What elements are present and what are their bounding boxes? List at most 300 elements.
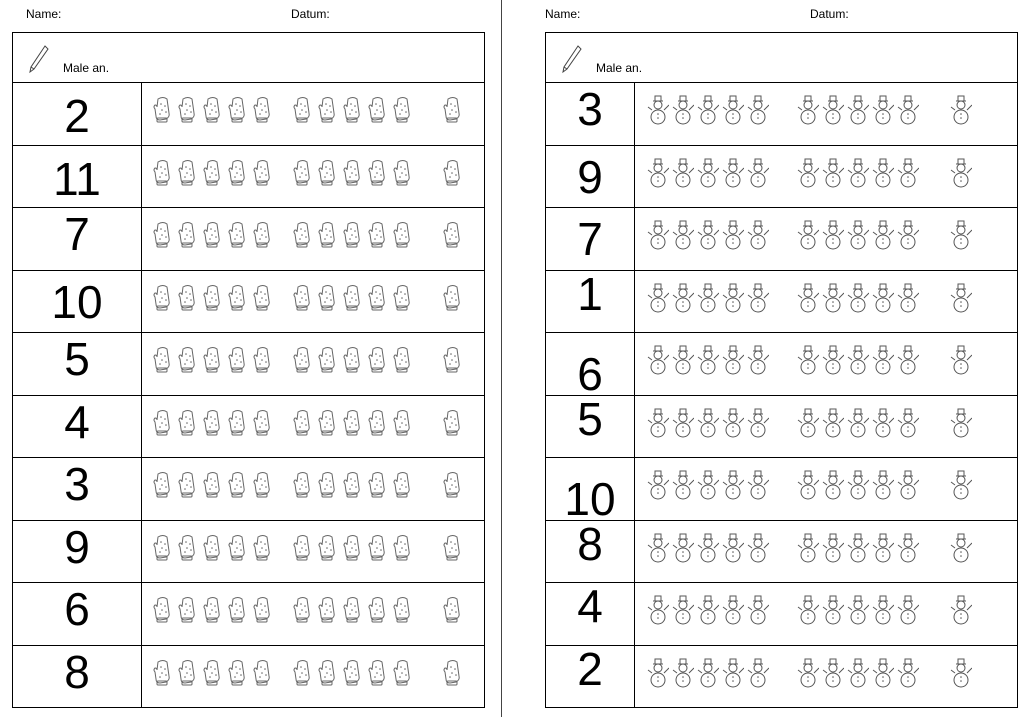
exercise-row: [546, 146, 1017, 209]
icon-cell: [635, 646, 1017, 708]
icon-cell: [142, 271, 484, 333]
snowman-icon[interactable]: [697, 533, 719, 563]
snowman-icon[interactable]: [897, 595, 919, 625]
mitten-icon[interactable]: [342, 408, 364, 438]
snowman-icon[interactable]: [797, 95, 819, 125]
target-number: 10: [51, 275, 103, 328]
icon-cell: [142, 396, 484, 458]
mitten-icon[interactable]: [177, 658, 199, 688]
mitten-icon[interactable]: [317, 595, 339, 625]
mitten-icon[interactable]: [392, 283, 414, 313]
snowman-icon[interactable]: [797, 345, 819, 375]
mitten-icon[interactable]: [227, 283, 249, 313]
instruction-row: [13, 33, 484, 83]
target-number: 4: [64, 395, 90, 448]
number-cell: [13, 583, 142, 645]
snowman-icon[interactable]: [797, 595, 819, 625]
snowman-icon[interactable]: [950, 658, 972, 688]
mitten-icon[interactable]: [442, 408, 464, 438]
mitten-icon[interactable]: [392, 595, 414, 625]
mitten-icon[interactable]: [177, 283, 199, 313]
snowman-icon[interactable]: [747, 470, 769, 500]
snowman-icon[interactable]: [672, 408, 694, 438]
mitten-icon[interactable]: [252, 658, 274, 688]
date-label: Datum:: [810, 7, 849, 21]
mitten-icon[interactable]: [227, 658, 249, 688]
snowman-icon[interactable]: [797, 658, 819, 688]
snowman-icon[interactable]: [897, 95, 919, 125]
snowman-icon[interactable]: [647, 345, 669, 375]
snowman-icon[interactable]: [950, 283, 972, 313]
number-cell: [13, 83, 142, 145]
snowman-icon[interactable]: [897, 470, 919, 500]
mitten-icon[interactable]: [227, 95, 249, 125]
snowman-icon[interactable]: [697, 658, 719, 688]
mitten-icon[interactable]: [202, 220, 224, 250]
mitten-icon[interactable]: [367, 408, 389, 438]
target-number: 3: [577, 83, 603, 135]
icon-cell: [142, 583, 484, 645]
snowman-icon[interactable]: [847, 283, 869, 313]
number-cell: [546, 642, 635, 708]
mitten-icon[interactable]: [317, 658, 339, 688]
mitten-icon[interactable]: [252, 283, 274, 313]
worksheet-table: [545, 32, 1018, 708]
snowman-icon[interactable]: [647, 408, 669, 438]
snowman-icon[interactable]: [897, 658, 919, 688]
icon-cell: [635, 521, 1017, 583]
snowman-icon[interactable]: [847, 533, 869, 563]
mitten-icon[interactable]: [442, 345, 464, 375]
snowman-icon[interactable]: [822, 220, 844, 250]
number-cell: [13, 521, 142, 583]
mitten-icon[interactable]: [177, 345, 199, 375]
snowman-icon[interactable]: [950, 408, 972, 438]
snowman-icon[interactable]: [647, 533, 669, 563]
mitten-icon[interactable]: [392, 158, 414, 188]
snowman-icon[interactable]: [847, 95, 869, 125]
snowman-icon[interactable]: [847, 220, 869, 250]
mitten-icon[interactable]: [367, 95, 389, 125]
mitten-icon[interactable]: [317, 158, 339, 188]
mitten-icon[interactable]: [292, 408, 314, 438]
mitten-icon[interactable]: [292, 220, 314, 250]
mitten-icon[interactable]: [367, 283, 389, 313]
mitten-icon[interactable]: [442, 95, 464, 125]
mitten-icon[interactable]: [317, 283, 339, 313]
snowman-icon[interactable]: [950, 345, 972, 375]
snowman-icon[interactable]: [897, 158, 919, 188]
number-cell: [546, 267, 635, 333]
snowman-icon[interactable]: [697, 470, 719, 500]
icon-cell: [142, 646, 484, 708]
exercise-row: [546, 208, 1017, 271]
snowman-icon[interactable]: [722, 283, 744, 313]
snowman-icon[interactable]: [822, 533, 844, 563]
snowman-icon[interactable]: [722, 95, 744, 125]
snowman-icon[interactable]: [872, 408, 894, 438]
snowman-icon[interactable]: [872, 595, 894, 625]
mitten-icon[interactable]: [177, 95, 199, 125]
snowman-icon[interactable]: [672, 95, 694, 125]
mitten-icon[interactable]: [252, 533, 274, 563]
mitten-icon[interactable]: [177, 408, 199, 438]
date-label: Datum:: [291, 7, 330, 21]
exercise-row: [546, 458, 1017, 525]
snowman-icon[interactable]: [722, 220, 744, 250]
mitten-icon[interactable]: [367, 470, 389, 500]
number-cell: [546, 517, 635, 583]
snowman-icon[interactable]: [872, 283, 894, 313]
snowman-icon[interactable]: [672, 158, 694, 188]
mitten-icon[interactable]: [292, 158, 314, 188]
mitten-icon[interactable]: [392, 220, 414, 250]
mitten-icon[interactable]: [152, 283, 174, 313]
icon-cell: [635, 146, 1017, 208]
mitten-icon[interactable]: [317, 533, 339, 563]
mitten-icon[interactable]: [202, 158, 224, 188]
mitten-icon[interactable]: [342, 470, 364, 500]
snowman-icon[interactable]: [797, 470, 819, 500]
snowman-icon[interactable]: [747, 533, 769, 563]
mitten-icon[interactable]: [152, 658, 174, 688]
icon-cell: [635, 271, 1017, 333]
mitten-icon[interactable]: [342, 283, 364, 313]
snowman-icon[interactable]: [647, 595, 669, 625]
target-number: 1: [577, 267, 603, 320]
target-number: 5: [577, 392, 603, 445]
snowman-icon[interactable]: [697, 95, 719, 125]
mitten-icon[interactable]: [317, 408, 339, 438]
snowman-icon[interactable]: [897, 533, 919, 563]
target-number: 6: [64, 583, 90, 635]
mitten-icon[interactable]: [252, 220, 274, 250]
worksheet-right: [502, 0, 1024, 717]
mitten-icon[interactable]: [152, 470, 174, 500]
mitten-icon[interactable]: [392, 470, 414, 500]
snowman-icon[interactable]: [672, 283, 694, 313]
mitten-icon[interactable]: [342, 220, 364, 250]
exercise-row: [13, 208, 484, 271]
target-number: 9: [577, 150, 603, 203]
mitten-icon[interactable]: [342, 658, 364, 688]
mitten-icon[interactable]: [202, 470, 224, 500]
number-cell: [13, 271, 142, 333]
number-cell: [546, 146, 635, 208]
mitten-icon[interactable]: [292, 345, 314, 375]
snowman-icon[interactable]: [697, 595, 719, 625]
snowman-icon[interactable]: [647, 283, 669, 313]
snowman-icon[interactable]: [872, 345, 894, 375]
snowman-icon[interactable]: [822, 283, 844, 313]
mitten-icon[interactable]: [342, 595, 364, 625]
snowman-icon[interactable]: [847, 345, 869, 375]
mitten-icon[interactable]: [202, 408, 224, 438]
snowman-icon[interactable]: [872, 533, 894, 563]
mitten-icon[interactable]: [177, 220, 199, 250]
target-number: 8: [577, 517, 603, 570]
snowman-icon[interactable]: [897, 408, 919, 438]
exercise-row: [13, 583, 484, 646]
target-number: 6: [577, 348, 603, 400]
mitten-icon[interactable]: [202, 95, 224, 125]
snowman-icon[interactable]: [722, 408, 744, 438]
mitten-icon[interactable]: [202, 533, 224, 563]
mitten-icon[interactable]: [367, 595, 389, 625]
pencil-icon: [560, 44, 582, 74]
snowman-icon[interactable]: [722, 595, 744, 625]
mitten-icon[interactable]: [442, 158, 464, 188]
target-number: 11: [53, 152, 101, 205]
snowman-icon[interactable]: [672, 345, 694, 375]
snowman-icon[interactable]: [847, 470, 869, 500]
snowman-icon[interactable]: [872, 95, 894, 125]
mitten-icon[interactable]: [252, 95, 274, 125]
snowman-icon[interactable]: [722, 345, 744, 375]
mitten-icon[interactable]: [252, 345, 274, 375]
mitten-icon[interactable]: [152, 345, 174, 375]
mitten-icon[interactable]: [227, 533, 249, 563]
mitten-icon[interactable]: [177, 533, 199, 563]
mitten-icon[interactable]: [152, 220, 174, 250]
exercise-row: [13, 646, 484, 708]
mitten-icon[interactable]: [442, 658, 464, 688]
snowman-icon[interactable]: [847, 595, 869, 625]
mitten-icon[interactable]: [227, 408, 249, 438]
mitten-icon[interactable]: [227, 220, 249, 250]
mitten-icon[interactable]: [392, 95, 414, 125]
target-number: 5: [64, 333, 90, 385]
instruction-row: [546, 33, 1017, 83]
mitten-icon[interactable]: [392, 345, 414, 375]
snowman-icon[interactable]: [950, 533, 972, 563]
snowman-icon[interactable]: [872, 470, 894, 500]
snowman-icon[interactable]: [747, 283, 769, 313]
exercise-row: [546, 580, 1017, 646]
snowman-icon[interactable]: [747, 408, 769, 438]
snowman-icon[interactable]: [697, 220, 719, 250]
snowman-icon[interactable]: [747, 95, 769, 125]
mitten-icon[interactable]: [227, 345, 249, 375]
mitten-icon[interactable]: [342, 345, 364, 375]
mitten-icon[interactable]: [177, 158, 199, 188]
mitten-icon[interactable]: [152, 595, 174, 625]
mitten-icon[interactable]: [367, 658, 389, 688]
target-number: 7: [577, 213, 603, 265]
snowman-icon[interactable]: [722, 158, 744, 188]
target-number: 4: [577, 580, 603, 632]
snowman-icon[interactable]: [647, 220, 669, 250]
exercise-row: [13, 396, 484, 459]
target-number: 10: [564, 473, 616, 525]
mitten-icon[interactable]: [292, 283, 314, 313]
mitten-icon[interactable]: [202, 345, 224, 375]
mitten-icon[interactable]: [367, 533, 389, 563]
snowman-icon[interactable]: [672, 533, 694, 563]
mitten-icon[interactable]: [252, 470, 274, 500]
snowman-icon[interactable]: [872, 220, 894, 250]
mitten-icon[interactable]: [442, 533, 464, 563]
snowman-icon[interactable]: [797, 283, 819, 313]
snowman-icon[interactable]: [672, 595, 694, 625]
number-cell: [546, 83, 635, 145]
snowman-icon[interactable]: [897, 283, 919, 313]
snowman-icon[interactable]: [822, 470, 844, 500]
instruction-text: Male an.: [596, 61, 643, 75]
snowman-icon[interactable]: [697, 158, 719, 188]
mitten-icon[interactable]: [202, 595, 224, 625]
snowman-icon[interactable]: [822, 595, 844, 625]
mitten-icon[interactable]: [177, 470, 199, 500]
exercise-row: [546, 517, 1017, 584]
icon-cell: [142, 458, 484, 520]
mitten-icon[interactable]: [367, 158, 389, 188]
name-label: Name:: [545, 7, 581, 21]
worksheet-table: [12, 32, 485, 708]
snowman-icon[interactable]: [647, 658, 669, 688]
icon-cell: [142, 521, 484, 583]
icon-cell: [635, 396, 1017, 458]
snowman-icon[interactable]: [797, 408, 819, 438]
snowman-icon[interactable]: [847, 408, 869, 438]
mitten-icon[interactable]: [292, 658, 314, 688]
number-cell: [546, 208, 635, 270]
icon-cell: [635, 458, 1017, 520]
mitten-icon[interactable]: [442, 220, 464, 250]
snowman-icon[interactable]: [822, 95, 844, 125]
target-number: 7: [64, 208, 90, 260]
mitten-icon[interactable]: [152, 533, 174, 563]
snowman-icon[interactable]: [647, 158, 669, 188]
mitten-icon[interactable]: [292, 595, 314, 625]
exercise-row: [13, 333, 484, 396]
number-cell: [13, 396, 142, 458]
snowman-icon[interactable]: [847, 158, 869, 188]
snowman-icon[interactable]: [647, 470, 669, 500]
snowman-icon[interactable]: [747, 595, 769, 625]
snowman-icon[interactable]: [897, 345, 919, 375]
snowman-icon[interactable]: [847, 658, 869, 688]
snowman-icon[interactable]: [697, 283, 719, 313]
snowman-icon[interactable]: [672, 658, 694, 688]
mitten-icon[interactable]: [442, 595, 464, 625]
mitten-icon[interactable]: [442, 283, 464, 313]
snowman-icon[interactable]: [822, 345, 844, 375]
mitten-icon[interactable]: [317, 470, 339, 500]
mitten-icon[interactable]: [367, 220, 389, 250]
snowman-icon[interactable]: [822, 658, 844, 688]
icon-cell: [635, 208, 1017, 270]
snowman-icon[interactable]: [872, 158, 894, 188]
snowman-icon[interactable]: [747, 220, 769, 250]
exercise-row: [546, 333, 1017, 400]
snowman-icon[interactable]: [822, 408, 844, 438]
number-cell: [13, 458, 142, 520]
instruction-text: Male an.: [63, 61, 110, 75]
snowman-icon[interactable]: [950, 220, 972, 250]
snowman-icon[interactable]: [747, 158, 769, 188]
exercise-row: [546, 642, 1017, 708]
icon-cell: [142, 83, 484, 145]
snowman-icon[interactable]: [950, 158, 972, 188]
mitten-icon[interactable]: [252, 158, 274, 188]
target-number: 2: [577, 642, 603, 695]
mitten-icon[interactable]: [317, 345, 339, 375]
mitten-icon[interactable]: [317, 220, 339, 250]
mitten-icon[interactable]: [442, 470, 464, 500]
exercise-row: [13, 521, 484, 584]
mitten-icon[interactable]: [292, 95, 314, 125]
snowman-icon[interactable]: [722, 533, 744, 563]
icon-cell: [142, 146, 484, 208]
snowman-icon[interactable]: [950, 95, 972, 125]
number-cell: [13, 333, 142, 395]
mitten-icon[interactable]: [292, 533, 314, 563]
mitten-icon[interactable]: [227, 595, 249, 625]
snowman-icon[interactable]: [722, 470, 744, 500]
snowman-icon[interactable]: [872, 658, 894, 688]
snowman-icon[interactable]: [797, 533, 819, 563]
snowman-icon[interactable]: [950, 595, 972, 625]
icon-cell: [635, 83, 1017, 145]
number-cell: [546, 458, 635, 525]
mitten-icon[interactable]: [177, 595, 199, 625]
mitten-icon[interactable]: [367, 345, 389, 375]
mitten-icon[interactable]: [392, 658, 414, 688]
exercise-row: [546, 83, 1017, 146]
mitten-icon[interactable]: [392, 533, 414, 563]
snowman-icon[interactable]: [672, 220, 694, 250]
mitten-icon[interactable]: [392, 408, 414, 438]
mitten-icon[interactable]: [292, 470, 314, 500]
snowman-icon[interactable]: [950, 470, 972, 500]
target-number: 2: [64, 90, 90, 142]
mitten-icon[interactable]: [152, 158, 174, 188]
mitten-icon[interactable]: [342, 158, 364, 188]
snowman-icon[interactable]: [697, 408, 719, 438]
mitten-icon[interactable]: [252, 595, 274, 625]
exercise-row: [546, 267, 1017, 334]
snowman-icon[interactable]: [797, 158, 819, 188]
mitten-icon[interactable]: [202, 283, 224, 313]
snowman-icon[interactable]: [897, 220, 919, 250]
snowman-icon[interactable]: [822, 158, 844, 188]
name-label: Name:: [26, 7, 62, 21]
snowman-icon[interactable]: [747, 345, 769, 375]
mitten-icon[interactable]: [152, 95, 174, 125]
snowman-icon[interactable]: [647, 95, 669, 125]
exercise-row: [13, 458, 484, 521]
mitten-icon[interactable]: [227, 158, 249, 188]
snowman-icon[interactable]: [672, 470, 694, 500]
snowman-icon[interactable]: [797, 220, 819, 250]
snowman-icon[interactable]: [697, 345, 719, 375]
mitten-icon[interactable]: [342, 533, 364, 563]
mitten-icon[interactable]: [317, 95, 339, 125]
mitten-icon[interactable]: [202, 658, 224, 688]
snowman-icon[interactable]: [747, 658, 769, 688]
mitten-icon[interactable]: [227, 470, 249, 500]
worksheet-left: [0, 0, 501, 717]
icon-cell: [635, 583, 1017, 645]
icon-cell: [142, 333, 484, 395]
exercise-row: [546, 392, 1017, 459]
snowman-icon[interactable]: [722, 658, 744, 688]
mitten-icon[interactable]: [342, 95, 364, 125]
mitten-icon[interactable]: [252, 408, 274, 438]
mitten-icon[interactable]: [152, 408, 174, 438]
target-number: 9: [64, 520, 90, 573]
